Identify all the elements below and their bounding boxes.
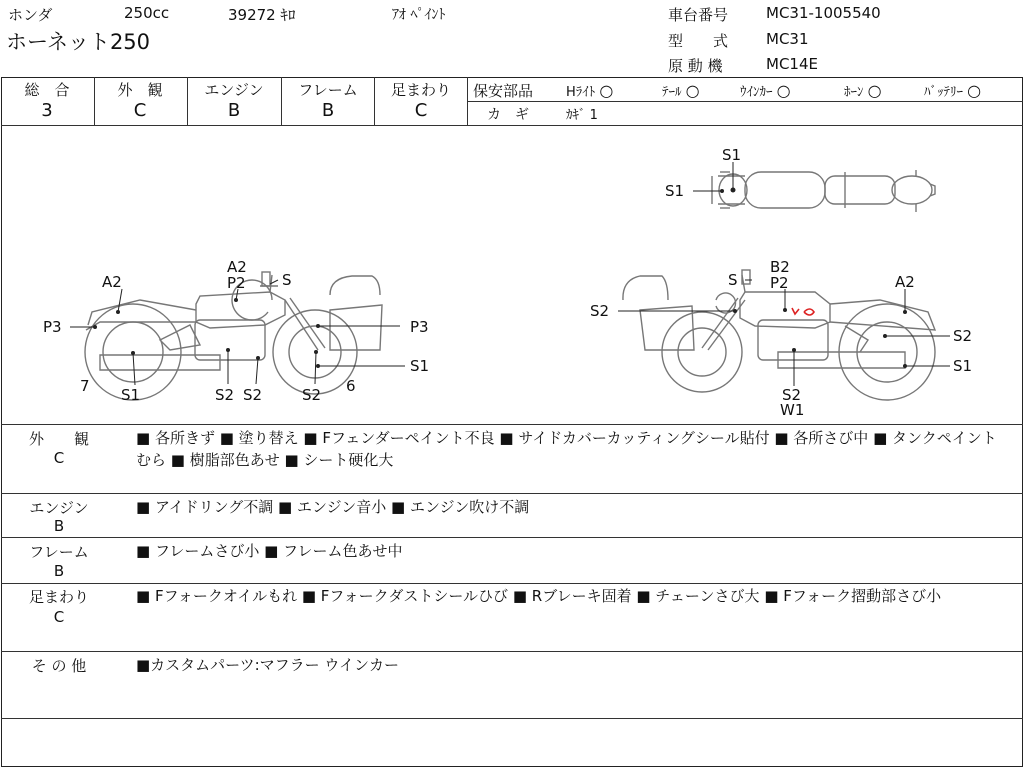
grade-frame-value: B — [321, 100, 335, 121]
grade-frame-label: フレーム — [298, 81, 358, 99]
engine-model-value: MC14E — [766, 55, 818, 73]
comment-suspension-grade: C — [53, 608, 65, 626]
safety-item-tail: ﾃｰﾙ ○ — [662, 81, 700, 100]
label-left-a2-tank: A2 — [227, 258, 247, 276]
motorcycle-top-view — [712, 170, 935, 212]
comment-engine-grade: B — [53, 517, 65, 535]
grade-suspension-value: C — [414, 100, 428, 121]
safety-item-horn: ﾎｰﾝ ○ — [844, 81, 882, 100]
model-name: ホーネット250 — [6, 30, 151, 54]
grade-overall-value: 3 — [41, 100, 53, 121]
divider — [1, 718, 1023, 719]
comment-other-label: そ の 他 — [31, 657, 87, 675]
comment-frame-text: ■ フレームさび小 ■ フレーム色あせ中 — [136, 542, 403, 560]
grade-suspension-label: 足まわり — [390, 81, 451, 99]
label-top-s1-side: S1 — [665, 182, 685, 200]
chassis-label: 車台番号 — [668, 6, 729, 24]
label-left-s2-c: S2 — [302, 386, 322, 404]
grade-exterior-value: C — [133, 100, 147, 121]
label-left-s2-a: S2 — [215, 386, 235, 404]
label-right-p2: P2 — [770, 274, 789, 292]
label-left-p3-tail: P3 — [43, 318, 62, 336]
label-left-p3-front: P3 — [410, 318, 429, 336]
safety-item-headlight: Hﾗｲﾄ ○ — [566, 81, 614, 100]
label-right-s-mirror: S — [728, 271, 738, 289]
comment-suspension-text: ■ Fフォークオイルもれ ■ Fフォークダストシールひび ■ Rブレーキ固着 ■ チェーンさび大 ■ Fフォーク摺動部さび小 — [136, 587, 942, 605]
grade-engine-value: B — [227, 100, 241, 121]
comment-engine-text: ■ アイドリング不調 ■ エンジン音小 ■ エンジン吹け不調 — [136, 498, 530, 516]
comment-frame-label: フレーム — [29, 543, 89, 561]
divider — [1, 651, 1023, 652]
divider — [1, 537, 1023, 538]
damage-mark-red — [792, 308, 814, 315]
chassis-value: MC31-1005540 — [766, 4, 881, 22]
label-right-s2-bottom: S2 — [782, 386, 802, 404]
color: ｱｵ ﾍﾟｲﾝﾄ — [392, 7, 446, 23]
comment-frame-grade: B — [53, 562, 65, 580]
label-right-w1: W1 — [780, 401, 805, 419]
divider — [1, 493, 1023, 494]
comment-engine-label: エンジン — [29, 499, 89, 517]
label-right-s1: S1 — [953, 357, 973, 375]
label-left-s-mirror: S — [282, 271, 292, 289]
label-right-a2-tail: A2 — [895, 273, 915, 291]
label-left-6: 6 — [346, 377, 356, 395]
label-right-s2-rear: S2 — [953, 327, 973, 345]
mileage: 39272 ｷﾛ — [228, 6, 296, 24]
grade-exterior-label: 外 観 — [117, 81, 163, 99]
maker: ホンダ — [8, 6, 53, 24]
label-left-a2-tail: A2 — [102, 273, 122, 291]
engine-model-label: 原 動 機 — [668, 57, 723, 75]
comment-exterior-label: 外 観 — [28, 430, 89, 448]
key-value: ｶｷﾞ 1 — [566, 108, 598, 123]
divider — [1, 583, 1023, 584]
safety-parts-label: 保安部品 — [473, 82, 534, 100]
label-left-s1-bottom: S1 — [121, 386, 141, 404]
displacement: 250cc — [124, 4, 170, 22]
divider — [468, 101, 1023, 102]
safety-item-battery: ﾊﾞｯﾃﾘｰ ○ — [924, 81, 982, 100]
grade-engine-label: エンジン — [204, 81, 264, 99]
label-top-s1-front: S1 — [722, 146, 742, 164]
label-left-s2-b: S2 — [243, 386, 263, 404]
damage-diagram — [0, 126, 1024, 424]
label-right-b2: B2 — [770, 258, 790, 276]
label-left-s1-right: S1 — [410, 357, 430, 375]
label-left-7: 7 — [80, 377, 90, 395]
label-right-s2-front: S2 — [590, 302, 610, 320]
comment-other-text: ■カスタムパーツ:マフラー ウインカー — [136, 656, 399, 674]
grade-overall-label: 総 合 — [24, 81, 70, 99]
comment-suspension-label: 足まわり — [28, 588, 89, 606]
type-label: 型 式 — [668, 32, 729, 50]
type-value: MC31 — [766, 30, 809, 48]
key-label: カ ギ — [487, 107, 529, 123]
comment-exterior-grade: C — [53, 449, 65, 467]
divider — [1, 424, 1023, 425]
safety-item-winker: ｳｲﾝｶｰ ○ — [740, 81, 791, 100]
label-left-p2: P2 — [227, 274, 246, 292]
comment-exterior-text: ■ 各所きず ■ 塗り替え ■ Fフェンダーペイント不良 ■ サイドカバーカッティングシール貼付 ■ 各所さび中 ■ タンクペイントむら ■ 樹脂部色あせ ■ シート硬化大 — [136, 429, 997, 469]
